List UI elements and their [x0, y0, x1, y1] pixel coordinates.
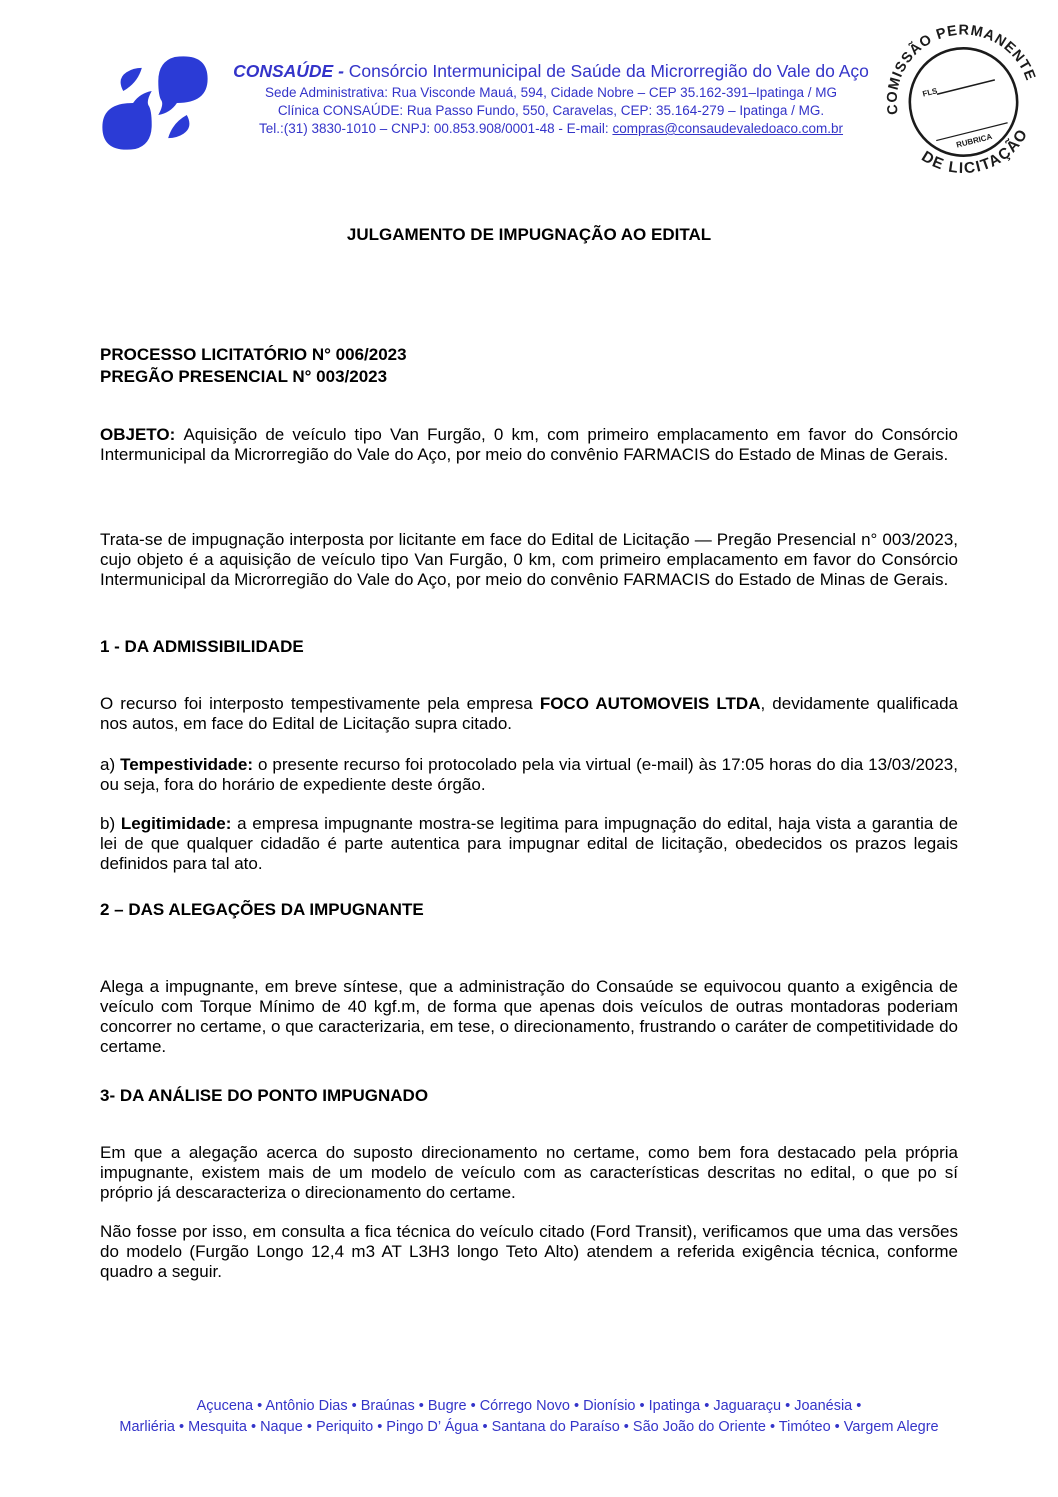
stamp-arc-bottom-text: DE LICITAÇÃO — [918, 125, 1032, 178]
stamp-rubrica-label: RUBRICA — [955, 132, 994, 150]
paragraph-objeto: OBJETO: Aquisição de veículo tipo Van Furgão, 0 km, com primeiro emplacamento em favor do Consórcio Intermunicipal da Microrregião do Vale do Aço, por meio do convênio FARMACIS do Estado de Minas de Gerais. — [100, 425, 958, 464]
document-title: JULGAMENTO DE IMPUGNAÇÃO AO EDITAL — [346, 225, 712, 244]
municipalities-line-2: Marliéria • Mesquita • Naque • Periquito • Pingo D’ Água • Santana do Paraíso • São João do Oriente • Timóteo • Vargem Alegre — [119, 1419, 939, 1435]
svg-text:COMISSÃO PERMANENTE — [882, 22, 1039, 118]
contact-line — [215, 120, 887, 138]
svg-text:DE LICITAÇÃO — [916, 123, 1039, 182]
paragraph-recurso: O recurso foi interposto tempestivamente pela empresa FOCO AUTOMOVEIS LTDA, devidamente qualificada nos autos, em face do Edital de Licitação supra citado. — [100, 694, 958, 733]
pregao-number: PREGÃO PRESENCIAL N° 003/2023 — [100, 367, 388, 386]
address-line-1: Sede Administrativa: Rua Visconde Mauá, 594, Cidade Nobre – CEP 35.162-391–Ipatinga / MG — [264, 85, 838, 100]
stamp-fls-label: FLS — [921, 86, 939, 99]
consaude-logo — [98, 46, 212, 160]
logo-large-comma-top-right — [158, 56, 207, 115]
org-name-acronym: CONSAÚDE - — [233, 61, 344, 81]
org-name — [215, 62, 887, 80]
paragraph-legitimidade: b) Legitimidade: a empresa impugnante mostra-se legitima para impugnação do edital, haja vista a garantia de lei de que qualquer cidadão é parte autentica para impugnar edital de licitação, obedecidos os prazos legais definidos para tal ato. — [100, 814, 958, 873]
municipalities-line-1: Açucena • Antônio Dias • Braúnas • Bugre • Córrego Novo • Dionísio • Ipatinga • Jaguaraçu • Joanésia • — [196, 1398, 862, 1414]
paragraph-analise-2: Não fosse por isso, em consulta a fica técnica do veículo citado (Ford Transit), verificamos que uma das versões do modelo (Furgão Longo 12,4 m3 AT L3H3 longo Teto Alto) atendem a referida exigência técnica, conforme quadro a seguir. — [100, 1222, 958, 1281]
stamp-arc-top-text: COMISSÃO PERMANENTE — [884, 22, 1039, 116]
paragraph-alegacoes: Alega a impugnante, em breve síntese, que a administração do Consaúde se equivocou quanto a exigência de veículo com Torque Mínimo de 40 kgf.m, de forma que apenas dois veículos de outras montadoras poderiam concorrer no certame, o que caracterizaria, em tese, o direcionamento, frustrando o caráter de competitividade do certame. — [100, 977, 958, 1056]
logo-small-wedge-top-left — [121, 68, 142, 91]
process-number: PROCESSO LICITATÓRIO N° 006/2023 — [100, 345, 407, 364]
municipalities-footer — [40, 1396, 1018, 1438]
paragraph-analise-1: Em que a alegação acerca do suposto direcionamento no certame, como bem fora destacado pela própria impugnante, existem mais de um modelo de veículo com as características descritas no edital, o que po sí próprio já descaracteriza o direcionamento do certame. — [100, 1143, 958, 1202]
heading-section-3: 3- DA ANÁLISE DO PONTO IMPUGNADO — [100, 1086, 429, 1105]
stamp-fls-line — [937, 80, 995, 94]
contact-prefix: Tel.:(31) 3830-1010 – CNPJ: 00.853.908/0001-48 - E-mail: — [258, 121, 613, 136]
address-line-2: Clínica CONSAÚDE: Rua Passo Fundo, 550, Caravelas, CEP: 35.164-279 – Ipatinga / MG. — [277, 103, 825, 118]
heading-section-2: 2 – DAS ALEGAÇÕES DA IMPUGNANTE — [100, 900, 424, 919]
heading-section-1: 1 - DA ADMISSIBILIDADE — [100, 637, 304, 656]
paragraph-tempestividade: a) Tempestividade: o presente recurso foi protocolado pela via virtual (e-mail) às 17:05 horas do dia 13/03/2023, ou seja, fora do horário de expediente deste órgão. — [100, 755, 958, 794]
licitacao-stamp — [882, 22, 1046, 182]
org-name-full: Consórcio Intermunicipal de Saúde da Microrregião do Vale do Aço — [343, 61, 869, 81]
letterhead — [0, 0, 1058, 190]
email-link[interactable]: compras@consaudevaledoaco.com.br — [612, 121, 844, 136]
logo-large-comma-bottom-left — [102, 91, 151, 150]
logo-small-wedge-bottom-right — [168, 115, 189, 138]
process-identification — [100, 344, 958, 388]
letterhead-text — [215, 62, 887, 138]
paragraph-tratase: Trata-se de impugnação interposta por licitante em face do Edital de Licitação — Pregão Presencial n° 003/2023, cujo objeto é a aquisição de veículo tipo Van Furgão, 0 km, com primeiro emplacamento em favor do Consórcio Intermunicipal da Microrregião do Vale do Aço, por meio do convênio FARMACIS do Estado de Minas de Gerais. — [100, 530, 958, 589]
